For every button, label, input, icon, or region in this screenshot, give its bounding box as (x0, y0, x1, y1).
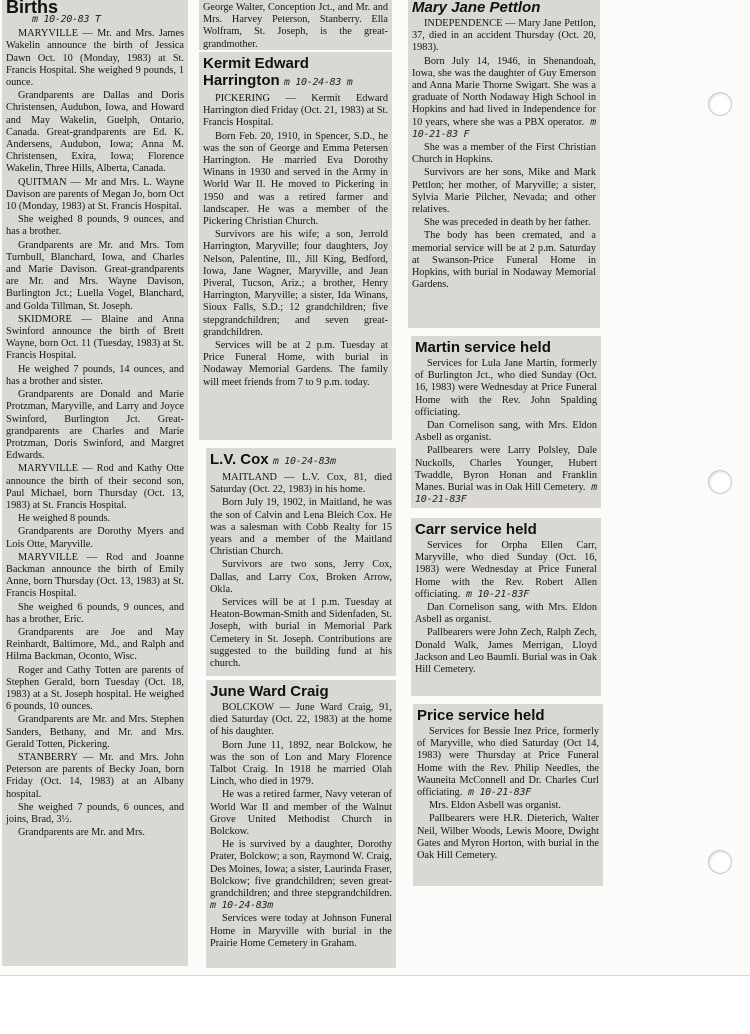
cox-heading (210, 451, 392, 470)
births-handwritten-date: m 10-20-83 T (32, 14, 101, 25)
cox-obituary-clipping (206, 448, 396, 676)
births-paragraph: MARYVILLE — Rod and Joanne Backman announce the birth of Emily Anne, born Thursday (Oct. 13, 1983) at St. Francis Hospital. (6, 551, 184, 600)
craig-paragraph: Born June 11, 1892, near Bolckow, he was the son of Lon and Mary Florence Talbot Craig. In 1918 he married Olah Linch, who died in 1979. (210, 739, 392, 788)
births-paragraph: Grandparents are Mr. and Mrs. Stephen Sanders, Bethany, and Mr. and Mrs. Gerald Totten, Pickering. (6, 714, 184, 750)
peterson-fragment-clipping (199, 0, 392, 50)
carr-service-clipping (411, 518, 601, 696)
cox-paragraph: MAITLAND — L.V. Cox, 81, died Saturday (Oct. 22, 1983) in his home. (210, 472, 392, 496)
births-paragraph: She weighed 6 pounds, 9 ounces, and has a brother, Eric. (6, 601, 184, 625)
harrington-obituary-clipping (199, 52, 392, 440)
price-service-clipping (413, 704, 603, 886)
harrington-heading-line1: Kermit Edward (203, 55, 309, 72)
pettlon-paragraph: She was a member of the First Christian Church in Hopkins. (412, 142, 596, 166)
price-body (417, 726, 599, 862)
harrington-paragraph: Survivors are his wife; a son, Jerrold Harrington, Maryville; four daughters, Joy Nelson, Palentine, Ill., Jill King, Bedford, Iowa, Jane Wagner, Maryville, and Jean Piveral, Tucson, Ariz.; a brother, Henry Harrington, Maryville; a sister, Ida Winans, Sioux Falls, S.D.; 12 grandchildren; five stepgrandchildren; and seven great-grandchildren. (203, 229, 388, 338)
craig-body (210, 702, 392, 950)
harrington-body (203, 93, 388, 389)
pettlon-obituary-clipping (408, 0, 600, 328)
cox-name: L.V. Cox (210, 451, 269, 468)
harrington-paragraph: Born Feb. 20, 1910, in Spencer, S.D., he was the son of George and Emma Petersen Harrington. He married Eva Dorothy Winans in 1930 and served in the Army in World War II. He moved to Pickering in 1950 and was a retired farmer and landscaper. He was a member of the Pickering Christian Church. (203, 130, 388, 228)
births-paragraph: She weighed 7 pounds, 6 ounces, and joins, Brad, 3½. (6, 801, 184, 825)
births-paragraph: STANBERRY — Mr. and Mrs. John Peterson are parents of Becky Joan, born Friday (Oct. 14, 1983) at an Albany hospital. (6, 751, 184, 800)
births-paragraph: SKIDMORE — Blaine and Anna Swinford announce the birth of Brett Wayne, born Oct. 11 (Tuesday, 1983) at St. Francis Hospital. (6, 313, 184, 362)
price-handwritten-date: m 10-21-83F (462, 787, 531, 799)
pettlon-paragraph: INDEPENDENCE — Mary Jane Pettlon, 37, died in an accident Thursday (Oct. 20, 1983). (412, 18, 596, 54)
births-paragraph: Grandparents are Mr. and Mrs. Tom Turnbull, Blanchard, Iowa, and Charles and Marie Davison. Great-grandparents are Mr. and Mrs. Wayne Davison, Burlington Jct.; Luella Vogel, Blanchard, and Golda Tillman, St. Joseph. (6, 239, 184, 312)
punch-hole-middle (708, 470, 732, 494)
pettlon-paragraph: She was preceded in death by her father. (424, 217, 591, 229)
craig-obituary-clipping (206, 680, 396, 968)
craig-paragraph: Services were today at Johnson Funeral Home in Maryville with burial in the Prairie Home Cemetery in Graham. (210, 913, 392, 949)
martin-paragraph: Services for Lula Jane Martin, formerly of Burlington Jct., who died Sunday (Oct. 16, 1983) were Wednesday at Price Funeral Home with the Rev. John Spalding officiating. (415, 358, 597, 418)
births-paragraph: She weighed 8 pounds, 9 ounces, and has a brother. (6, 214, 184, 238)
cox-handwritten-date: m 10-24-83m (272, 456, 336, 467)
punch-hole-bottom (708, 850, 732, 874)
births-paragraph: MARYVILLE — Mr. and Mrs. James Wakelin announce the birth of Jessica Dawn Oct. 10 (Monday, 1983) at St. Francis Hospital. She weighed 9 pounds, 1 ounce. (6, 28, 184, 89)
births-paragraph: Grandparents are Joe and May Reinhardt, Baltimore, Md., and Ralph and Hilma Backman, Oconto, Wisc. (6, 626, 184, 663)
births-paragraph: QUITMAN — Mr and Mrs. L. Wayne Davison are parents of Megan Jo, born Oct 10 (Monday, 1983) at St. Francis Hospital. (6, 176, 184, 213)
martin-heading: Martin service held (415, 339, 551, 356)
page-bottom-margin (0, 975, 750, 1034)
pettlon-body (412, 18, 596, 291)
craig-handwritten-date: m 10-24-83m (210, 900, 273, 912)
births-paragraph: Grandparents are Mr. and Mrs. (18, 827, 145, 839)
births-paragraph: Roger and Cathy Totten are parents of Stephen Gerald, born Tuesday (Oct. 18, 1983) at a St. Joseph hospital. He weighed 6 pounds, 10 ounces. (6, 664, 184, 713)
price-heading: Price service held (417, 707, 545, 724)
carr-paragraph: Services for Orpha Ellen Carr, Maryville, who died Sunday (Oct. 16, 1983) were Wednesday at Price Funeral Home with the Rev. Robert Allen officiating. m 10-21-83F (415, 540, 597, 600)
harrington-handwritten-date: m 10-24-83 m (283, 77, 353, 88)
harrington-heading-line2 (203, 72, 388, 91)
births-paragraph: He weighed 8 pounds. (18, 513, 111, 525)
pettlon-paragraph: The body has been cremated, and a memorial service will be at 2 p.m. Saturday at Swanson-Price Funeral Home in Hopkins, with burial in Nodaway Memorial Gardens. (412, 230, 596, 291)
craig-paragraph: BOLCKOW — June Ward Craig, 91, died Saturday (Oct. 22, 1983) at the home of his daughter. (210, 702, 392, 738)
births-paragraph: Grandparents are Dallas and Doris Christensen, Audubon, Iowa, and Howard and May Wakelin, Guelph, Ontario, Canada. Great-grandparents are Ed. K. Andersens, Audubon, Iowa; Anna M. Christensen, Exira, Iowa; Florence Wakelin, Three Hills, Alberta, Canada. (6, 90, 184, 175)
carr-handwritten-date: m 10-21-83F (460, 588, 529, 600)
cox-body (210, 472, 392, 670)
price-paragraph: Services for Bessie Inez Price, formerly of Maryville, who died Saturday (Oct 14, 1983) were Thursday at Price Funeral Home with the Rev. Philip Needles, the Wauneita McConnell and Dr. Charles Curl officiating. m 10-21-83F (417, 726, 599, 799)
pettlon-heading: Mary Jane Pettlon (412, 0, 541, 16)
harrington-paragraph: PICKERING — Kermit Edward Harrington died Friday (Oct. 21, 1983) at St. Francis Hospital. (203, 93, 388, 129)
cox-paragraph: Born July 19, 1902, in Maitland, he was the son of Calvin and Lena Bleich Cox. He was a salesman with Cobb Realty for 15 years and a member of the Maitland Christian Church. (210, 497, 392, 558)
births-body (6, 28, 184, 839)
births-clipping (2, 0, 188, 966)
price-paragraph: Pallbearers were H.R. Dieterich, Walter Neil, Wilber Woods, Lewis Moore, Dwight Gates and Myron Horton, with burial in the Oak Hill Cemetery. (417, 813, 599, 862)
pettlon-paragraph: Survivors are her sons, Mike and Mark Pettlon; her mother, of Maryville; a sister, Sylvia Marie Pilcher, Nevada; and other relatives. (412, 167, 596, 216)
carr-paragraph: Pallbearers were John Zech, Ralph Zech, Donald Walk, James Merrigan, Lloyd Jackson and Leo Baumli. Burial was in Oak Hill Cemetery. (415, 627, 597, 676)
craig-paragraph: He is survived by a daughter, Dorothy Prater, Bolckow; a son, Raymond W. Craig, Des Moines, Iowa; a sister, Laurinda Fraser, Bolckow; five grandchildren; seven great-grandchildren; and three stepgrandchildren. m 10-24-83m (210, 839, 392, 912)
fragment-text: George Walter, Conception Jct., and Mr. and Mrs. Harvey Peterson, Stanberry. Ella Wolfram, St. Joseph, is the great-grandmother. (203, 2, 388, 50)
carr-heading: Carr service held (415, 521, 537, 538)
cox-paragraph: Services will be at 1 p.m. Tuesday at Heaton-Bowman-Smith and Sidenfaden, St. Joseph, with burial in Memorial Park Cemetery in St. Joseph. Contributions are suggested to the building fund at his church. (210, 597, 392, 670)
martin-body (415, 358, 597, 506)
craig-heading: June Ward Craig (210, 683, 329, 700)
births-paragraph: Grandparents are Donald and Marie Protzman, Maryville, and Larry and Joyce Swinford, Burlington Jct. Great-grandparents are Charles and Marie Protzman, Doris Swinford, and Margret Edwards. (6, 389, 184, 462)
carr-body (415, 540, 597, 676)
martin-paragraph: Pallbearers were Larry Polsley, Dale Nuckolls, Charles Younger, Hubert Twaddle, Byron Honan and Franklin Manes. Burial was in Oak Hill Cemetery. m 10-21-83F (415, 445, 597, 506)
craig-paragraph: He was a retired farmer, Navy veteran of World War II and member of the Walnut Grove United Methodist Church in Bolckow. (210, 789, 392, 838)
births-heading: Births (6, 0, 59, 17)
cox-paragraph: Survivors are two sons, Jerry Cox, Dallas, and Larry Cox, Broken Arrow, Okla. (210, 559, 392, 595)
martin-service-clipping (411, 336, 601, 508)
punch-hole-top (708, 92, 732, 116)
births-paragraph: MARYVILLE — Rod and Kathy Otte announce the birth of their second son, Paul Michael, born Thursday (Oct. 13, 1983) at St. Francis Hospital. (6, 463, 184, 511)
martin-handwritten-date: m 10-21-83F (415, 482, 597, 506)
births-paragraph: He weighed 7 pounds, 14 ounces, and has a brother and sister. (6, 363, 184, 387)
carr-paragraph: Dan Cornelison sang, with Mrs. Eldon Asbell as organist. (415, 602, 597, 626)
pettlon-paragraph: Born July 14, 1946, in Shenandoah, Iowa, she was the daughter of Guy Emerson and Anna Marie Thorne Swigart. She was a graduate of North Nodaway High School in Hopkins and had lived in Independence for 10 years, where she was a PBX operator. m 10-21-83 F (412, 55, 596, 140)
pettlon-handwritten-date: m 10-21-83 F (412, 116, 596, 140)
price-paragraph: Mrs. Eldon Asbell was organist. (429, 800, 561, 812)
births-paragraph: Grandparents are Dorothy Myers and Lois Otte, Maryville. (6, 526, 184, 550)
martin-paragraph: Dan Cornelison sang, with Mrs. Eldon Asbell as organist. (415, 420, 597, 444)
harrington-name: Harrington (203, 72, 280, 89)
harrington-paragraph: Services will be at 2 p.m. Tuesday at Price Funeral Home, with burial in Nodaway Memorial Gardens. The family will meet friends from 7 to 9 p.m. today. (203, 340, 388, 388)
